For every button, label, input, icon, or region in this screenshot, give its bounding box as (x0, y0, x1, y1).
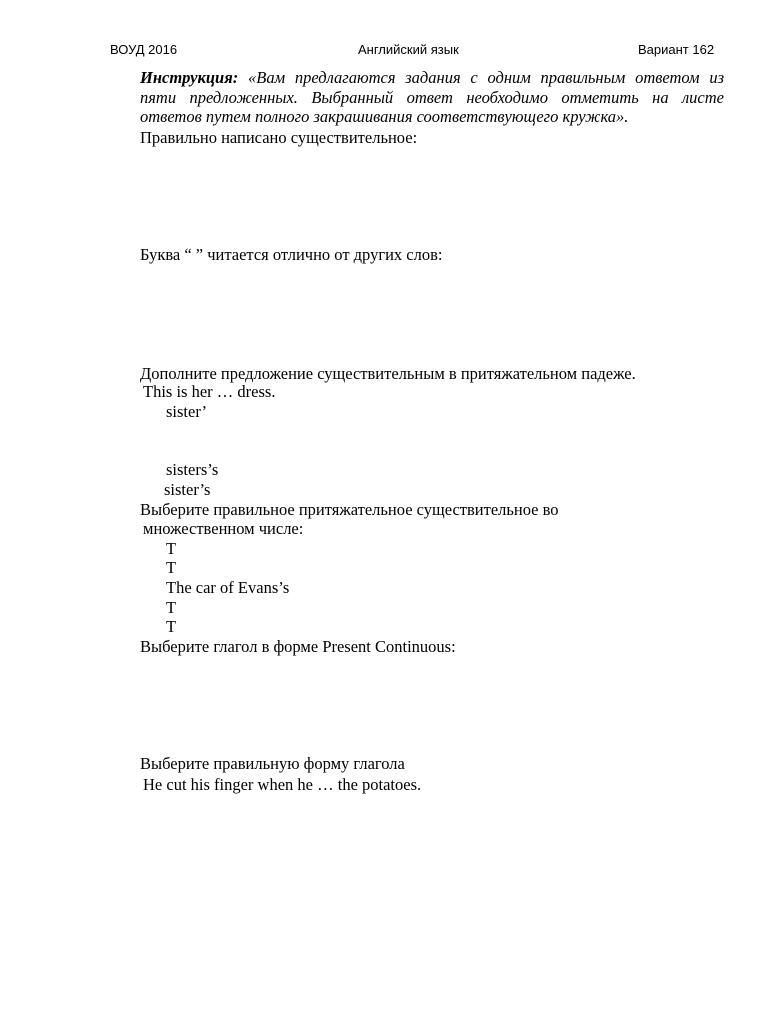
header-variant: Вариант 162 (638, 42, 715, 57)
question-3-option: sisters’s (166, 460, 219, 479)
instruction-line-2: пяти предложенных. Выбранный ответ необходимо отметить на листе (140, 87, 724, 107)
instruction-label: Инструкция: (140, 68, 239, 87)
question-4-prompt-line-1: Выберите правильное притяжательное существительное во (140, 500, 559, 519)
question-5-prompt: Выберите глагол в форме Present Continuous: (140, 637, 456, 656)
question-6-sentence: He cut his finger when he … the potatoes. (143, 775, 422, 794)
header-left: ВОУД 2016 (110, 42, 178, 57)
question-4-option: The car of Evans’s (166, 578, 290, 597)
question-3-option: sister’s (164, 480, 211, 499)
question-4-option: T (166, 598, 177, 617)
instruction-line-1 (140, 68, 724, 88)
instruction-block (140, 68, 724, 127)
instruction-line-3: ответов путем полного закрашивания соответствующего кружка». (140, 107, 629, 126)
question-1-prompt: Правильно написано существительное: (140, 128, 418, 147)
header-subject: Английский язык (358, 42, 459, 57)
instruction-text-1: «Вам предлагаются задания с одним правильным ответом из (247, 68, 725, 87)
question-6-prompt: Выберите правильную форму глагола (140, 754, 405, 773)
question-4-prompt-line-2: множественном числе: (143, 519, 304, 538)
question-4-option: T (166, 617, 177, 636)
question-3-option: sister’ (166, 402, 207, 421)
question-3-sentence: This is her … dress. (143, 382, 276, 401)
question-4-option: T (166, 558, 177, 577)
question-3-prompt: Дополните предложение существительным в притяжательном падеже. (140, 364, 636, 383)
question-2-prompt: Буква “ ” читается отлично от других слов: (140, 245, 443, 264)
question-4-option: T (166, 539, 177, 558)
